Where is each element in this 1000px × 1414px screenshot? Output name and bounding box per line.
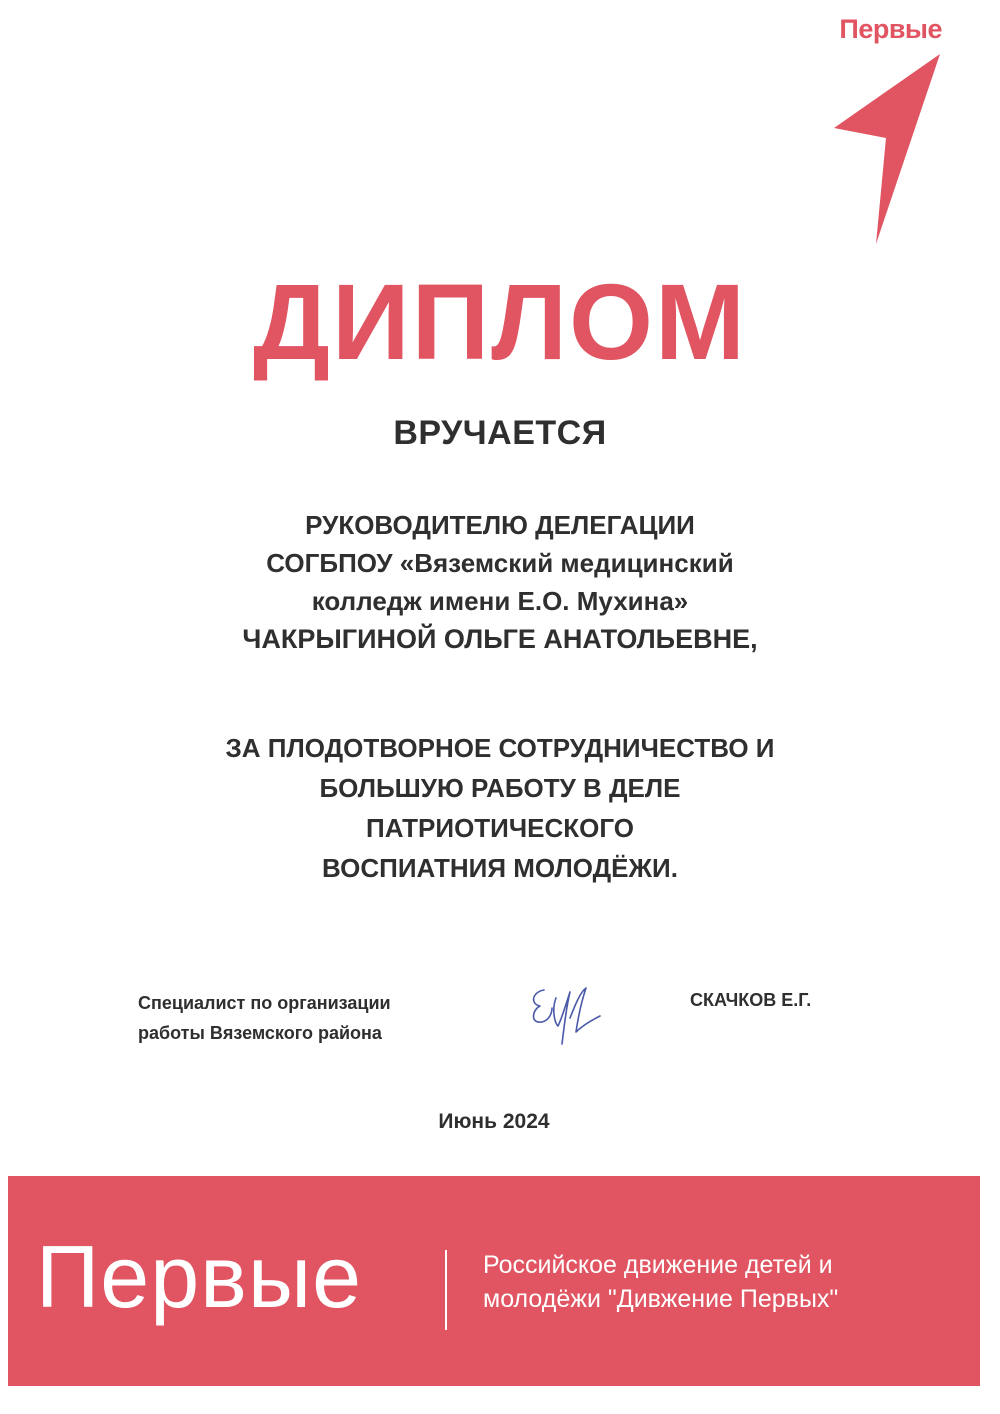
reason-line: ВОСПИАТНИЯ МОЛОДЁЖИ. bbox=[322, 853, 678, 883]
signatory-position bbox=[138, 988, 478, 1048]
diploma-title: ДИПЛОМ bbox=[253, 261, 747, 382]
position-line: Специалист по организации bbox=[138, 993, 391, 1013]
footer-banner bbox=[8, 1176, 980, 1386]
number-one-arrow-icon bbox=[828, 52, 944, 244]
recipient-line: СОГБПОУ «Вяземский медицинский bbox=[266, 548, 734, 578]
footer-brand-name: Первые bbox=[36, 1227, 363, 1326]
footer-description bbox=[483, 1248, 953, 1316]
footer-divider bbox=[445, 1250, 447, 1330]
awarded-caption: ВРУЧАЕТСЯ bbox=[393, 414, 607, 452]
signatory-name: СКАЧКОВ Е.Г. bbox=[690, 990, 812, 1010]
footer-description-line: Российское движение детей и bbox=[483, 1251, 833, 1279]
recipient-line: колледж имени Е.О. Мухина» bbox=[311, 586, 689, 616]
reason-line: БОЛЬШУЮ РАБОТУ В ДЕЛЕ bbox=[319, 773, 681, 803]
reason-line: ПАТРИОТИЧЕСКОГО bbox=[366, 813, 634, 843]
recipient-name: ЧАКРЫГИНОЙ ОЛЬГЕ АНАТОЛЬЕВНЕ, bbox=[242, 624, 758, 654]
brand-logo-text: Первые bbox=[839, 14, 942, 44]
handwritten-signature bbox=[522, 978, 602, 1048]
recipient-block bbox=[100, 506, 900, 658]
award-reason bbox=[100, 728, 900, 888]
recipient-line: РУКОВОДИТЕЛЮ ДЕЛЕГАЦИИ bbox=[305, 510, 695, 540]
issue-date: Июнь 2024 bbox=[438, 1110, 550, 1133]
position-line: работы Вяземского района bbox=[138, 1023, 382, 1043]
footer-description-line: молодёжи "Дивжение Первых" bbox=[483, 1285, 839, 1313]
reason-line: ЗА ПЛОДОТВОРНОЕ СОТРУДНИЧЕСТВО И bbox=[225, 733, 775, 763]
